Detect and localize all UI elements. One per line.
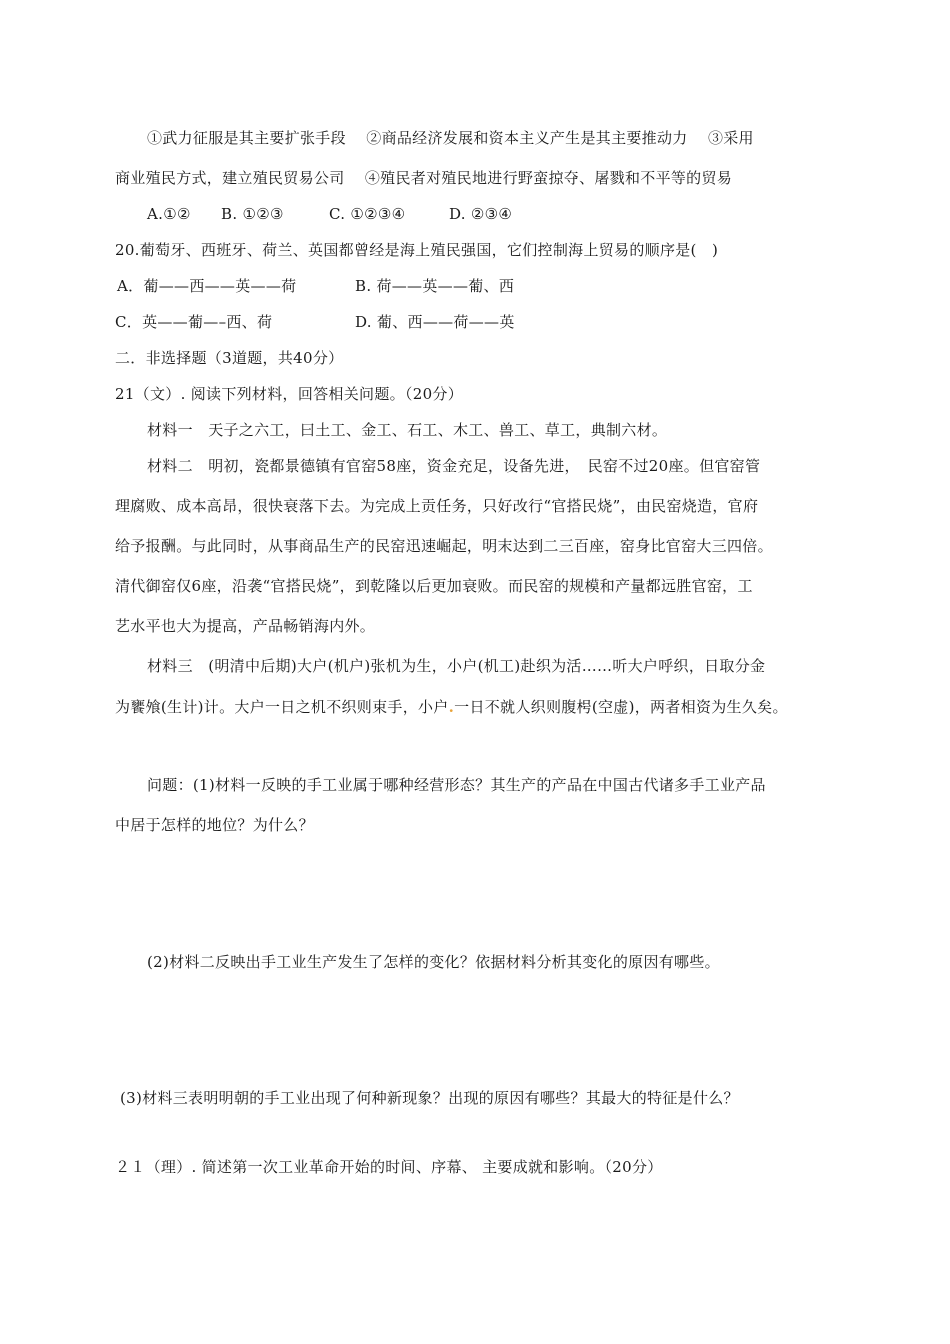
q21w-material2-line4: 清代御窑仅6座，沿袭“官搭民烧”，到乾隆以后更加衰败。而民窑的规模和产量都远胜官窑，工 [115,577,753,595]
q19-option-b: B. ①②③ [221,205,284,223]
q19-statement-line2: 商业殖民方式，建立殖民贸易公司 ④殖民者对殖民地进行野蛮掠夺、屠戮和不平等的贸易 [115,169,733,187]
q19-option-a: A.①② [147,205,191,223]
highlight-mark: . [448,698,455,716]
q20-option-a: A．葡——西——英——荷 [117,277,297,295]
q21w-material2-line5: 艺水平也大为提高，产品畅销海内外。 [115,617,376,635]
q21w-question1-line1: 问题：(1)材料一反映的手工业属于哪种经营形态？其生产的产品在中国古代诸多手工业产品 [147,776,766,794]
q21w-material3-line2-part2: 一日不就人织则腹枵(空虚)，两者相资为生久矣。 [454,698,788,716]
q20-option-c: C．英——葡—–西、荷 [115,313,273,331]
q20-stem: 20.葡萄牙、西班牙、荷兰、英国都曾经是海上殖民强国，它们控制海上贸易的顺序是( ) [115,241,719,259]
q21w-material2-line1: 材料二 明初，瓷都景德镇有官窑58座，资金充足，设备先进， 民窑不过20座。但官窑管 [147,457,761,475]
q21w-question3: (3)材料三表明明朝的手工业出现了何种新现象？出现的原因有哪些？其最大的特征是什么？ [120,1089,739,1107]
q21w-material1: 材料一 天子之六工，曰土工、金工、石工、木工、兽工、草工，典制六材。 [147,421,668,439]
section2-heading: 二．非选择题（3道题，共40分） [115,349,344,367]
q20-option-d: D. 葡、西——荷——英 [355,313,515,331]
q19-statement-line1: ①武力征服是其主要扩张手段 ②商品经济发展和资本主义产生是其主要推动力 ③采用 [147,129,754,147]
q21w-material3-line2-part1: 为饔飧(生计)计。大户一日之机不织则束手，小户 [115,698,449,716]
q19-option-c: C. ①②③④ [329,205,406,223]
q21w-question1-line2: 中居于怎样的地位？为什么？ [115,816,314,834]
q21w-material2-line2: 理腐败、成本高昂，很快衰落下去。为完成上贡任务，只好改行“官搭民烧”，由民窑烧造，官府 [115,497,759,515]
q21w-question2: (2)材料二反映出手工业生产发生了怎样的变化？依据材料分析其变化的原因有哪些。 [147,953,720,971]
q19-option-d: D. ②③④ [449,205,513,223]
q21w-material3-line2 [115,697,788,717]
q21w-material3-line1: 材料三 (明清中后期)大户(机户)张机为生，小户(机工)赴织为活……听大户呼织，日取分金 [147,657,766,675]
q21w-material2-line3: 给予报酬。与此同时，从事商品生产的民窑迅速崛起，明末达到二三百座，窑身比官窑大三四倍。 [115,537,773,555]
q21l-stem: ２１（理）. 简述第一次工业革命开始的时间、序幕、 主要成就和影响。（20分） [115,1158,663,1176]
q20-option-b: B. 荷——英——葡、西 [355,277,515,295]
q21w-stem: 21（文）. 阅读下列材料，回答相关问题。（20分） [115,385,464,403]
